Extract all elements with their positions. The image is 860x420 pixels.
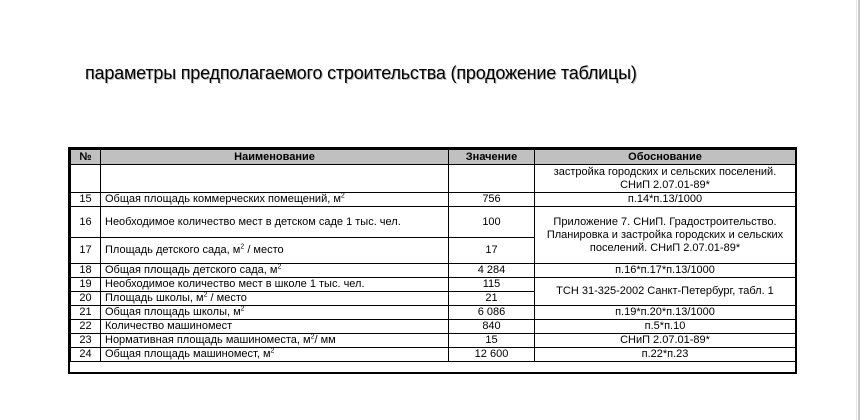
name-tail: / мм — [314, 334, 336, 346]
cell-num: 17 — [71, 238, 101, 264]
cell-name — [101, 348, 449, 362]
cell-num: 18 — [71, 264, 101, 278]
table-row — [71, 348, 796, 362]
cell-name — [101, 292, 449, 306]
parameters-table — [68, 147, 797, 374]
name-text: Общая площадь детского сада, м — [105, 264, 278, 276]
cell-value: 21 — [449, 292, 535, 306]
cell-value: 17 — [449, 238, 535, 264]
cell-value: 15 — [449, 334, 535, 348]
cell-justification: п.5*п.10 — [535, 320, 796, 334]
name-text: Площадь школы, м — [105, 292, 204, 304]
table-row — [71, 334, 796, 348]
cell-name — [101, 165, 449, 193]
unit-superscript: 2 — [203, 291, 208, 299]
table-row — [71, 306, 796, 320]
table-row — [71, 264, 796, 278]
name-text: Количество машиномест — [105, 320, 233, 332]
header-justification: Обоснование — [535, 150, 796, 165]
cell-justification: п.14*п.13/1000 — [535, 193, 796, 207]
cell-name — [101, 320, 449, 334]
table-row — [71, 207, 796, 238]
unit-superscript: 2 — [277, 263, 282, 271]
cell-name — [101, 306, 449, 320]
name-text: Общая площадь машиномест, м — [105, 348, 271, 360]
cell-num: 24 — [71, 348, 101, 362]
cell-value: 12 600 — [449, 348, 535, 362]
name-text: Общая площадь коммерческих помещений, м — [105, 193, 341, 205]
header-value: Значение — [449, 150, 535, 165]
cell-num: 20 — [71, 292, 101, 306]
cell-name — [101, 238, 449, 264]
cell-num: 19 — [71, 278, 101, 292]
cell-num: 21 — [71, 306, 101, 320]
table-header-row — [71, 150, 796, 165]
table-row — [71, 193, 796, 207]
name-text: Нормативная площадь машиноместа, м — [105, 334, 311, 346]
unit-superscript: 2 — [340, 192, 345, 200]
name-text: Необходимое количество мест в школе 1 тыс. чел. — [105, 278, 365, 290]
table-row-continuation — [71, 165, 796, 193]
cell-name — [101, 264, 449, 278]
cell-value: 100 — [449, 207, 535, 238]
cell-name — [101, 193, 449, 207]
cell-value: 840 — [449, 320, 535, 334]
cell-justification-merged: ТСН 31-325-2002 Санкт-Петербург, табл. 1 — [535, 278, 796, 306]
header-num: № — [71, 150, 101, 165]
cell-value — [449, 165, 535, 193]
cell-justification: п.19*п.20*п.13/1000 — [535, 306, 796, 320]
cell-num: 22 — [71, 320, 101, 334]
name-text: Площадь детского сада, м — [105, 244, 241, 256]
page-edge-shadow — [856, 0, 857, 420]
cell-justification: СНиП 2.07.01-89* — [535, 334, 796, 348]
cell-num: 23 — [71, 334, 101, 348]
header-name: Наименование — [101, 150, 449, 165]
cell-justification-merged: Приложение 7. СНиП. Градостроительство. Планировка и застройка городских и сельских поселений. СНиП 2.07.01-89* — [535, 207, 796, 264]
cell-value: 756 — [449, 193, 535, 207]
name-text: Общая площадь школы, м — [105, 306, 241, 318]
table-row — [71, 278, 796, 292]
name-tail: / место — [244, 244, 284, 256]
cell-justification: застройка городских и сельских поселений. СНиП 2.07.01-89* — [535, 165, 796, 193]
cell-value: 4 284 — [449, 264, 535, 278]
cell-num: 15 — [71, 193, 101, 207]
cell-justification: п.16*п.17*п.13/1000 — [535, 264, 796, 278]
cell-name — [101, 334, 449, 348]
cell-value: 115 — [449, 278, 535, 292]
table-row — [71, 320, 796, 334]
cell-justification: п.22*п.23 — [535, 348, 796, 362]
cell-value: 6 086 — [449, 306, 535, 320]
cell-num: 16 — [71, 207, 101, 238]
cell-num — [71, 165, 101, 193]
unit-superscript: 2 — [240, 305, 245, 313]
name-text: Необходимое количество мест в детском саде 1 тыс. чел. — [105, 215, 401, 228]
unit-superscript: 2 — [310, 333, 315, 341]
unit-superscript: 2 — [270, 347, 275, 355]
document-title: параметры предполагаемого строительства (продожение таблицы) — [85, 63, 637, 83]
cell-name — [101, 207, 449, 238]
cell-name — [101, 278, 449, 292]
name-tail: / место — [207, 292, 247, 304]
unit-superscript: 2 — [240, 243, 245, 251]
